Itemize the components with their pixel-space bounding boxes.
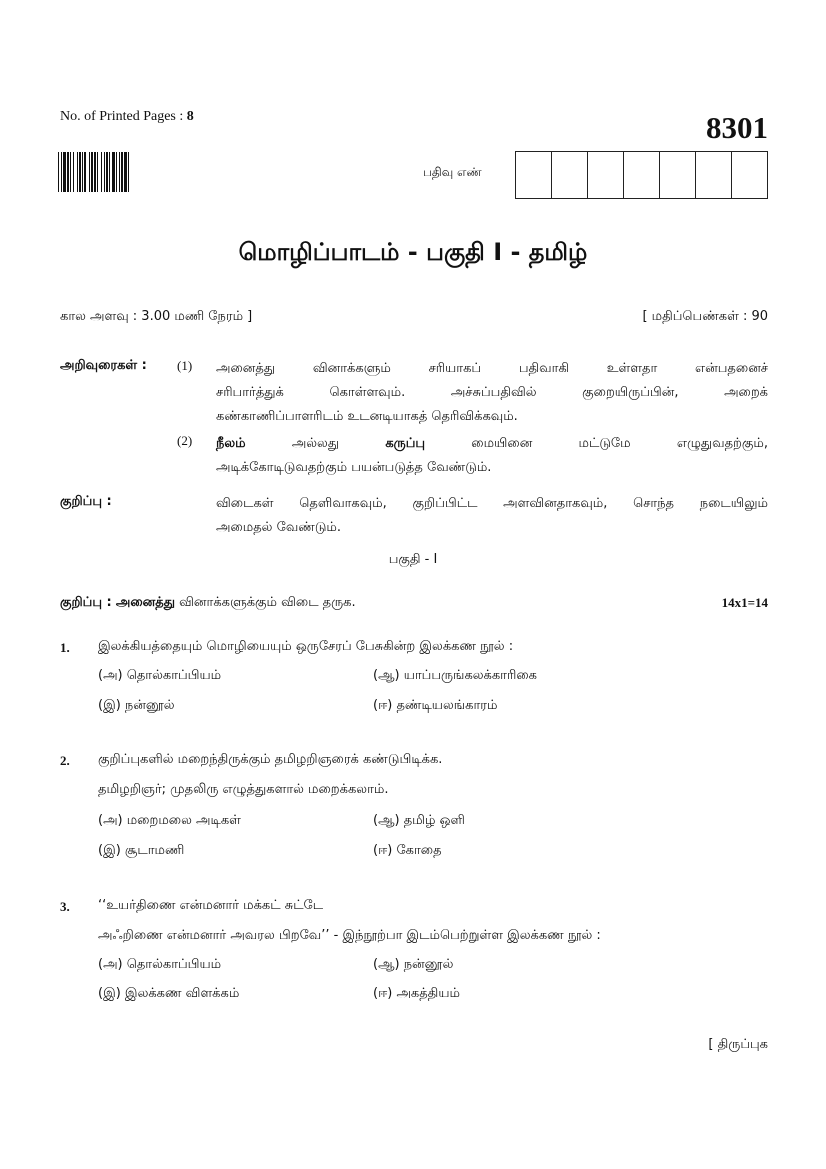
- option: (ஈ) அகத்தியம்: [373, 986, 460, 1001]
- option: (இ) இலக்கண விளக்கம்: [98, 986, 240, 1001]
- barcode-bar: [104, 152, 105, 192]
- barcode-bar: [124, 152, 127, 192]
- note-line: அமைதல் வேண்டும்.: [216, 520, 342, 535]
- barcode-bar: [89, 152, 90, 192]
- word: மட்டுமே: [578, 436, 631, 451]
- word: குறிப்பிட்ட: [412, 496, 478, 511]
- question-text: ‘‘உயர்திணை என்மனார் மக்கட் சுட்டே: [98, 898, 324, 913]
- barcode-bar: [112, 152, 115, 192]
- note-line: [216, 492, 768, 516]
- instruction-2-text: [216, 432, 768, 480]
- registration-number-boxes: [515, 151, 768, 199]
- section-title-text: பகுதி - I: [388, 552, 438, 567]
- option: (ஆ) தமிழ் ஒளி: [373, 813, 465, 828]
- option: (ஆ) யாப்பருங்கலக்காரிகை: [373, 668, 537, 683]
- option: (அ) மறைமலை அடிகள்: [98, 813, 241, 828]
- barcode-bar: [73, 152, 74, 192]
- question-text: அஃறிணை என்மனார் அவரல பிறவே’’ - இந்நூற்பா இடம்பெற்றுள்ள இலக்கண நூல் :: [98, 928, 601, 943]
- instruction-1-line: கண்காணிப்பாளரிடம் உடனடியாகத் தெரிவிக்கவும்.: [216, 409, 518, 424]
- registration-label: பதிவு எண்: [423, 165, 482, 179]
- question-text: இலக்கியத்தையும் மொழியையும் ஒருசேரப் பேசுகின்ற இலக்கண நூல் :: [98, 639, 514, 654]
- option: (ஈ) தண்டியலங்காரம்: [373, 698, 498, 713]
- option: (இ) சூடாமணி: [98, 843, 185, 858]
- instruction-2-line: [216, 432, 768, 456]
- instruction-2-line: அடிக்கோடிடுவதற்கும் பயன்படுத்த வேண்டும்.: [216, 460, 492, 475]
- barcode-bar: [116, 152, 117, 192]
- instruction-2-number: (2): [177, 433, 193, 448]
- question-text: தமிழறிஞர்; முதலிரு எழுத்துகளால் மறைக்கலாம்.: [98, 782, 389, 797]
- barcode-image: [58, 152, 172, 192]
- word: அளவினதாகவும்,: [503, 496, 608, 511]
- question-number: 2.: [60, 753, 70, 768]
- turn-over: [ திருப்புக: [708, 1037, 768, 1052]
- question-number: 1.: [60, 640, 70, 655]
- barcode-bar: [101, 152, 102, 192]
- word: அல்லது: [291, 436, 340, 451]
- part-note-bold: அனைத்து: [115, 595, 175, 610]
- printed-pages-value: 8: [186, 109, 194, 124]
- barcode-bar: [97, 152, 98, 192]
- max-marks: [ மதிப்பெண்கள் : 90: [642, 309, 768, 324]
- word: தெளிவாகவும்,: [299, 496, 387, 511]
- ink-black-word: கருப்பு: [385, 436, 426, 451]
- word: மையினை: [471, 436, 533, 451]
- section-title: [0, 552, 826, 568]
- barcode-bar: [82, 152, 83, 192]
- note-label: குறிப்பு :: [60, 494, 112, 509]
- barcode-bar: [58, 152, 59, 192]
- part-note: [60, 595, 356, 611]
- reg-box: [696, 152, 732, 198]
- barcode-bar: [94, 152, 96, 192]
- barcode-bar: [106, 152, 108, 192]
- barcode-bar: [119, 152, 120, 192]
- reg-box: [552, 152, 588, 198]
- barcode-bar: [61, 152, 62, 192]
- part-note-label: குறிப்பு :: [60, 595, 112, 610]
- instruction-1-line: அனைத்து வினாக்களும் சரியாகப் பதிவாகி உள்ளதா என்பதனைச்: [216, 361, 768, 376]
- option: (அ) தொல்காப்பியம்: [98, 957, 222, 972]
- word: சொந்த: [633, 496, 675, 511]
- option: (இ) நன்னூல்: [98, 698, 175, 713]
- part-marks: 14x1=14: [721, 595, 768, 610]
- barcode-bar: [79, 152, 81, 192]
- question-number: 3.: [60, 899, 70, 914]
- reg-box: [624, 152, 660, 198]
- word: எழுதுவதற்கும்,: [676, 436, 768, 451]
- reg-box: [588, 152, 624, 198]
- instruction-1-text: [216, 357, 768, 429]
- duration: கால அளவு : 3.00 மணி நேரம் ]: [60, 309, 253, 324]
- barcode-bar: [67, 152, 69, 192]
- instructions-label: அறிவுரைகள் :: [60, 358, 147, 373]
- question-text: குறிப்புகளில் மறைந்திருக்கும் தமிழறிஞரைக் கண்டுபிடிக்க.: [98, 752, 443, 767]
- note-text: [216, 492, 768, 540]
- instruction-1-line: சரிபார்த்துக் கொள்ளவும். அச்சுப்பதிவில் குறையிருப்பின், அறைக்: [216, 385, 768, 400]
- barcode-bar: [109, 152, 110, 192]
- reg-box: [732, 152, 767, 198]
- page-title: மொழிப்பாடம் - பகுதி I - தமிழ்: [238, 238, 588, 266]
- instruction-1-number: (1): [177, 358, 193, 373]
- barcode-bar: [70, 152, 71, 192]
- paper-code: 8301: [706, 110, 768, 145]
- barcode-bar: [77, 152, 78, 192]
- barcode-bar: [128, 152, 129, 192]
- option: (ஈ) கோதை: [373, 843, 442, 858]
- word: விடைகள்: [216, 496, 274, 511]
- option: (அ) தொல்காப்பியம்: [98, 668, 222, 683]
- barcode-bar: [63, 152, 66, 192]
- reg-box: [516, 152, 552, 198]
- ink-blue-word: நீலம்: [216, 436, 246, 451]
- barcode-bar: [91, 152, 93, 192]
- option: (ஆ) நன்னூல்: [373, 957, 454, 972]
- word: நடையிலும்: [699, 496, 768, 511]
- printed-pages-label: No. of Printed Pages :: [60, 109, 184, 124]
- printed-pages: [60, 109, 194, 125]
- barcode-bar: [84, 152, 86, 192]
- reg-box: [660, 152, 696, 198]
- part-note-text: வினாக்களுக்கும் விடை தருக.: [179, 595, 356, 610]
- barcode-bar: [121, 152, 123, 192]
